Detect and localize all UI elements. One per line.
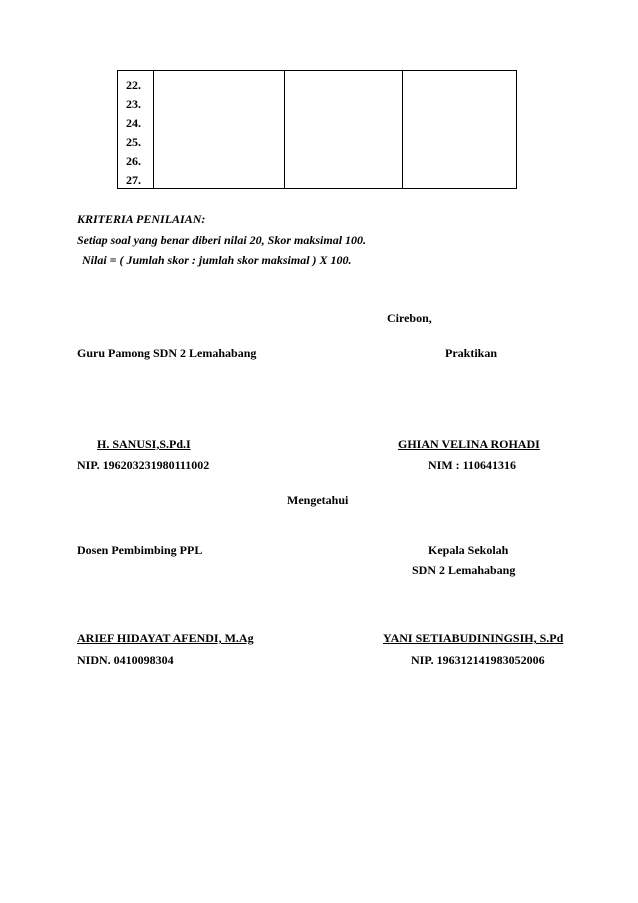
- place-label: Cirebon,: [387, 311, 432, 325]
- criteria-line-2: Nilai = ( Jumlah skor : jumlah skor maksimal ) X 100.: [82, 253, 352, 267]
- row-number: 23.: [126, 97, 141, 111]
- row-number: 27.: [126, 173, 141, 187]
- left-role-1: Guru Pamong SDN 2 Lemahabang: [77, 346, 257, 360]
- table-column-divider: [153, 71, 154, 188]
- row-number: 26.: [126, 154, 141, 168]
- left-name-2: ARIEF HIDAYAT AFENDI, M.Ag: [77, 631, 254, 645]
- right-role-1: Praktikan: [445, 346, 498, 360]
- right-name-1: GHIAN VELINA ROHADI: [398, 437, 540, 451]
- row-number: 25.: [126, 135, 141, 149]
- acknowledged-label: Mengetahui: [287, 493, 349, 507]
- right-role-2-line-2: SDN 2 Lemahabang: [412, 563, 516, 577]
- table-column-divider: [284, 71, 285, 188]
- table-column-divider: [402, 71, 403, 188]
- left-role-2: Dosen Pembimbing PPL: [77, 543, 203, 557]
- left-id-2: NIDN. 0410098304: [77, 653, 174, 667]
- right-role-2-line-1: Kepala Sekolah: [428, 543, 509, 557]
- right-id-2: NIP. 196312141983052006: [411, 653, 545, 667]
- criteria-line-1: Setiap soal yang benar diberi nilai 20, Skor maksimal 100.: [77, 233, 367, 247]
- right-id-1: NIM : 110641316: [428, 458, 516, 472]
- left-name-1: H. SANUSI,S.Pd.I: [97, 437, 191, 451]
- row-number-column: [126, 76, 141, 190]
- criteria-title: KRITERIA PENILAIAN:: [77, 212, 206, 226]
- right-name-2: YANI SETIABUDININGSIH, S.Pd: [383, 631, 564, 645]
- left-id-1: NIP. 196203231980111002: [77, 458, 210, 472]
- score-table: [117, 70, 517, 189]
- row-number: 24.: [126, 116, 141, 130]
- row-number: 22.: [126, 78, 141, 92]
